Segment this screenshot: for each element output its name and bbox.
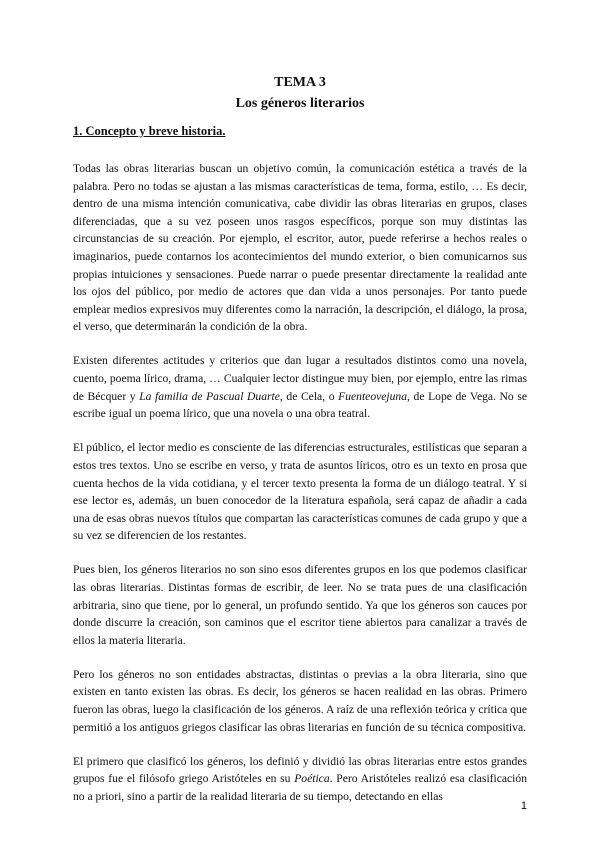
page-number: 1: [520, 800, 527, 812]
text: Pero los géneros no son entidades abstractas, distintas o previas a la obra literaria, sino que existen en tanto existen las obras. Es decir, los géneros se hacen realidad en las obras. Primero fueron las obras, luego la clasificación de los géneros. A raíz de una reflexión teórica y crítica que permitió a los antiguos griegos clasificar las obras literarias en función de su técnica compositiva.: [73, 667, 527, 734]
text: Existen diferentes actitudes y criterios que dan lugar a resultados distintos como una novela, cuento, poema lírico, drama, … Cualquier lector distingue muy bien, por ejemplo, entre las rimas de Bécquer y: [73, 354, 527, 403]
book-title: Fuenteovejuna: [338, 389, 408, 403]
paragraph-1: [73, 160, 527, 336]
topic-title: Los géneros literarios: [235, 96, 365, 111]
text: Todas las obras literarias buscan un objetivo común, la comunicación estética a través de la palabra. Pero no todas se ajustan a las mismas características de tema, forma, estilo, … Es decir, dentro de una misma intención comunicativa, cabe dividir las obras literarias en grupos, clases diferenciadas, que a su vez poseen unos rasgos específicos, porque son muy distintas las circunstancias de su creación. Por ejemplo, el escritor, autor, puede referirse a hechos reales o imaginarios, puede contarnos los acontecimientos del mundo exterior, o bien comunicarnos sus propias intuiciones y sensaciones. Puede narrar o puede presentar directamente la realidad ante los ojos del público, por medio de actores que dan vida a unos personajes. Por tanto puede emplear medios expresivos muy diferentes como la narración, la descripción, el diálogo, la prosa, el verso, que determinarán la condición de la obra.: [73, 162, 527, 334]
paragraph-2: [73, 352, 527, 422]
title-block: [0, 72, 600, 114]
section-heading: 1. Concepto y breve historia.: [73, 124, 226, 138]
text: El público, el lector medio es consciente de las diferencias estructurales, estilísticas que separan a estos tres textos. Uno se escribe en verso, y trata de asuntos líricos, otro es un texto en prosa que cuenta hechos de la vida cotidiana, y el tercer texto presenta la forma de un diálogo teatral. Y si ese lector es, además, un buen conocedor de la literatura española, será capaz de añadir a cada una de esas obras nuevos títulos que compartan las características comunes de cada grupo y que a su vez se diferencien de los restantes.: [73, 441, 527, 543]
paragraph-4: [73, 561, 527, 649]
book-title: La familia de Pascual Duarte: [139, 389, 280, 403]
paragraph-5: [73, 666, 527, 736]
text: Pues bien, los géneros literarios no son sino esos diferentes grupos en los que podemos clasificar las obras literarias. Distintas formas de escribir, de leer. No se trata pues de una clasificación arbitraria, sino que tiene, por lo general, un profundo sentido. Ya que los géneros son cauces por donde discurre la creación, son caminos que el escritor tiene abiertos para canalizar a través de ellos la materia literaria.: [73, 563, 527, 647]
paragraph-6: [73, 753, 527, 806]
text: , de Lope de Vega. No se escribe igual un poema lírico, que una novela o una obra teatral.: [73, 389, 527, 421]
book-title: Poética: [294, 772, 330, 786]
body-text: [73, 160, 527, 822]
text: , de Cela, o: [279, 389, 339, 403]
topic-number: TEMA 3: [274, 75, 326, 90]
paragraph-3: [73, 439, 527, 545]
text: El primero que clasificó los géneros, los definió y dividió las obras literarias entre estos grandes grupos fue el filósofo griego Aristóteles en su: [73, 754, 527, 786]
text: . Pero Aristóteles realizó esa clasificación no a priori, sino a partir de la realidad literaria de su tiempo, detectando en ellas: [73, 772, 527, 803]
